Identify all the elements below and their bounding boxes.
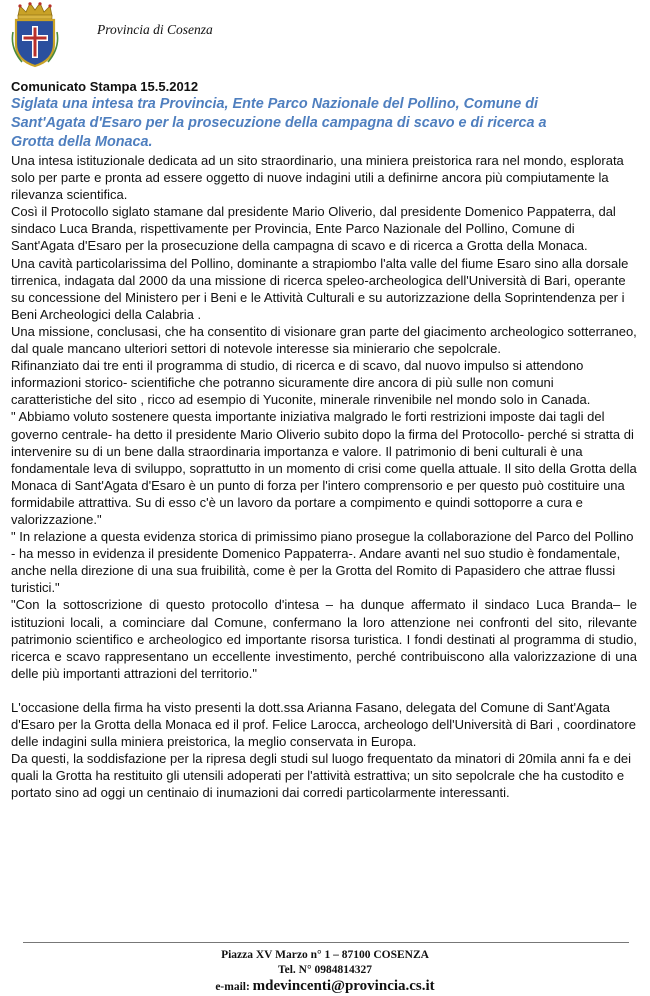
organization-name: Provincia di Cosenza <box>97 22 213 37</box>
headline-line: Sant'Agata d'Esaro per la prosecuzione della campagna di scavo e di ricerca a <box>11 115 547 131</box>
press-release-id: Comunicato Stampa 15.5.2012 <box>11 79 199 94</box>
body-paragraph: " Abbiamo voluto sostenere questa importante iniziativa malgrado le forti restrizioni imposte dai tagli del governo centrale- ha detto il presidente Mario Oliverio subito dopo la firma del Protocollo- perché si stratta di intervenire su di un bene dalla straordinaria importanza e valore. Il patrimonio di beni culturali è una fondamentale leva di sviluppo, soprattutto in un momento di crisi come quella attuale. Il sito della Grotta della Monaca di Sant'Agata d'Esaro è un punto di forza per l'intero comprensorio e per questo può costituire una formidabile attrattiva. Su di esso c'è un lavoro da portare a compimento e quindi sottoporre a cura e valorizzazione." <box>11 409 637 527</box>
body-paragraph: " In relazione a questa evidenza storica di primissimo piano prosegue la collaborazione del Parco del Pollino - ha messo in evidenza il presidente Domenico Pappaterra-. Andare avanti nel suo studio è fondamentale, anche nella direzione di una sua fruibilità, come è per la Grotta del Romito di Papasidero che attrae flussi turistici." <box>11 529 634 596</box>
phone: Tel. N° 0984814327 <box>278 964 372 976</box>
paragraph-spacer <box>11 682 637 699</box>
body-paragraph: Rifinanziato dai tre enti il programma di studio, di ricerca e di scavo, dal nuovo impulso si attendono informazioni storico- scientifiche che potranno sicuramente dire ancora di più sulle non comuni caratteristiche del sito , ricco ad esempio di Yuconite, minerale rinvenibile nel mondo solo in Canada. <box>11 358 591 408</box>
press-release <box>11 78 637 801</box>
body-paragraph: Così il Protocollo siglato stamane dal presidente Mario Oliverio, dal presidente Domenico Pappaterra, dal sindaco Luca Branda, rispettivamente per Provincia, Ente Parco Nazionale del Pollino, Comune di Sant'Agata d'Esaro per la prosecuzione della campagna di scavo e di ricerca a Grotta della Monaca. <box>11 204 616 254</box>
email-label: e-mail: <box>215 981 253 993</box>
body-paragraph: Da questi, la soddisfazione per la ripresa degli studi sul luogo frequentato da minatori di 20mila anni fa e dei quali la Grotta ha restituito gli utensili adoperati per l'attività estrattiva; un sito sepolcrale che ha custodito e portato sino ad oggi un centinaio di inumazioni dai corredi particolarmente interessanti. <box>11 751 632 801</box>
address: Piazza XV Marzo n° 1 – 87100 COSENZA <box>221 949 429 961</box>
body-paragraph: L'occasione della firma ha visto presenti la dott.ssa Arianna Fasano, delegata del Comune di Sant'Agata d'Esaro per la Grotta della Monaca ed il prof. Felice Larocca, archeologo dell'Università di Bari , coordinatore delle indagini sulla miniera preistorica, la meglio conservata in Europa. <box>11 699 636 750</box>
email-line <box>0 978 650 996</box>
coat-of-arms-icon <box>10 2 60 68</box>
headline <box>11 95 637 152</box>
body-paragraph: Una cavità particolarissima del Pollino, dominante a strapiombo l'alta valle del fiume Esaro sino alla dorsale tirrenica, indagata dal 2000 da una missione di ricerca speleo-archeologica dell'Università di Bari, operante su concessione del Ministero per i Beni e le Attività Culturali e su autorizzazione della Soprintendenza per i Beni Archeologici della Calabria . <box>11 255 629 322</box>
body-paragraph: Una missione, conclusasi, che ha consentito di visionare gran parte del giacimento archeologico sotterraneo, dal quale mancano ulteriori settori di notevole interesse sia minierario che sepolcrale. <box>11 323 637 357</box>
letterhead <box>0 0 650 78</box>
email-link[interactable]: mdevincenti@provincia.cs.it <box>252 978 435 994</box>
headline-line: Siglata una intesa tra Provincia, Ente Parco Nazionale del Pollino, Comune di <box>11 96 538 112</box>
body-paragraph: Una intesa istituzionale dedicata ad un sito straordinario, una miniera preistorica rara nel mondo, esplorata solo per parte e pronta ad essere oggetto di nuove indagini utili a definirne ancora più compiutamente la rilevanza scientifica. <box>11 153 624 203</box>
footer-divider <box>23 942 629 943</box>
headline-line: Grotta della Monaca. <box>11 134 153 150</box>
body-paragraph: "Con la sottoscrizione di questo protocollo d'intesa – ha dunque affermato il sindaco Luca Branda– le istituzioni locali, a cominciare dal Comune, confermano la loro attenzione nei confronti del sito, rilevante patrimonio scientifico e archeologico ed importante risorsa turistica. I fondi destinati al programma di studio, ricerca e scavo rappresentano un eccellente investimento, perché contribuiscono alla valorizzazione di una delle più importanti attrazioni del territorio." <box>11 597 637 681</box>
contact-block <box>0 948 650 996</box>
body-text <box>11 152 637 801</box>
